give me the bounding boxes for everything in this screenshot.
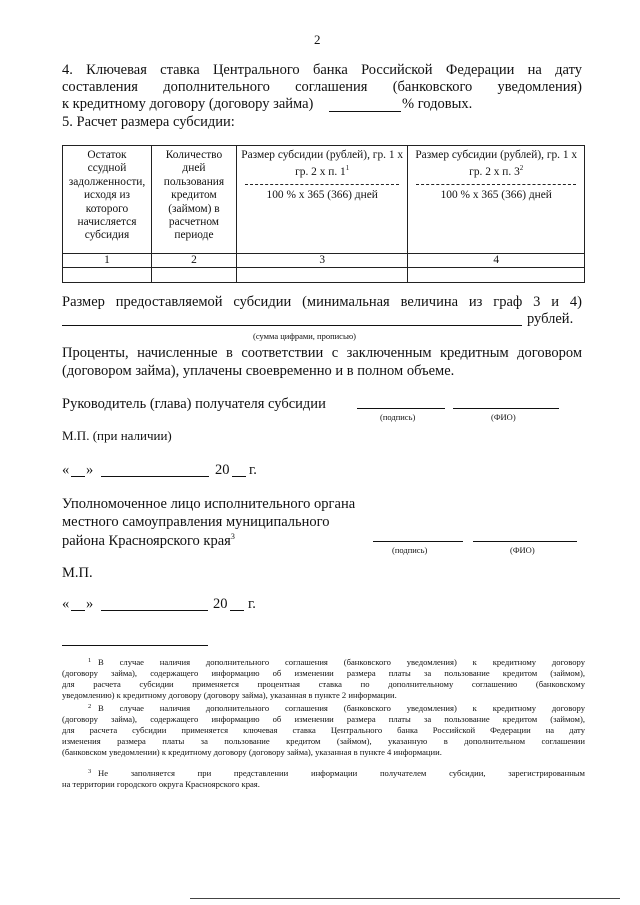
head-signature-line[interactable] — [357, 408, 445, 409]
footnote2-line: изменения размера платы за пользование кредитом (займом), указанную в дополнительном соглашении — [62, 736, 585, 746]
authorized-line3 — [62, 532, 235, 550]
footnote2-line: для расчета субсидии применяется ключевая ставка Центрального банка Российской Федерации на дату — [62, 725, 585, 735]
interest-line2: (договором займа), уплачены своевременно и в полном объеме. — [62, 363, 455, 379]
authorized-footnote-mark: 3 — [230, 532, 235, 541]
footnote2-line: (банковском уведомлении) к кредитному договору (договору займа), указанная в пункте 4 информации. — [62, 747, 442, 757]
col4-divider — [416, 184, 576, 185]
authorized-sig-caption: (подпись) — [392, 545, 428, 555]
date1-year: 20 — [215, 462, 230, 478]
date2-month-blank[interactable] — [101, 610, 208, 611]
footnote1-line: для расчета субсидии применяется процентная ставка по дополнительному соглашению (банковскому — [62, 679, 585, 689]
footnote1-line: уведомлению) к кредитному договору (договору займа), указанная в пункте 2 информации. — [62, 690, 397, 700]
footnote1-line: (договору займа), содержащего информацию об изменении размера платы за пользование кредитом (займом), — [62, 668, 585, 678]
table-cell[interactable] — [236, 268, 408, 283]
table-cell[interactable] — [151, 268, 236, 283]
subsidy-table — [62, 145, 585, 283]
col4-header — [408, 146, 585, 254]
col2-header: Количество дней пользования кредитом (займом) в расчетном периоде — [151, 146, 236, 254]
mp-stamp-1: М.П. (при наличии) — [62, 428, 172, 443]
interest-line1: Проценты, начисленные в соответствии с заключенным кредитным договором — [62, 345, 582, 361]
footnote1-mark — [88, 655, 91, 669]
subsidy-amount-blank[interactable] — [62, 325, 522, 326]
head-fio-caption: (ФИО) — [491, 412, 516, 422]
footnote1-line: В случае наличия дополнительного соглашения (банковского уведомления) к кредитному договору — [98, 657, 585, 667]
date2-suffix: г. — [248, 596, 256, 612]
footnote2-line: (договору займа), содержащего информацию об изменении размера платы за пользование кредитом (займом), — [62, 714, 585, 724]
col-number: 1 — [63, 254, 152, 268]
footnote-separator — [62, 645, 208, 646]
col-number: 4 — [408, 254, 585, 268]
date2-close: » — [86, 596, 94, 612]
col4-header-text: Размер субсидии (рублей), гр. 1 х гр. 2 х п. 3 — [415, 149, 578, 179]
date2-year: 20 — [213, 596, 228, 612]
item4-line3-post: % годовых. — [402, 96, 473, 112]
item4-line1: 4. Ключевая ставка Центрального банка Российской Федерации на дату — [62, 62, 582, 78]
authorized-fio-line[interactable] — [473, 541, 577, 542]
subsidy-unit: рублей. — [527, 311, 574, 327]
date1-open: « — [62, 462, 70, 478]
footnote3-line: Не заполняется при представлении информации получателем субсидии, зарегистрированным — [98, 768, 585, 778]
key-rate-blank[interactable] — [329, 111, 401, 112]
subsidy-caption: (сумма цифрами, прописью) — [253, 331, 357, 341]
table-number-row — [63, 254, 585, 268]
footnote2-mark — [88, 701, 91, 715]
footnote3-line: на территории городского округа Красноярского края. — [62, 779, 260, 789]
mp-stamp-2: М.П. — [62, 565, 93, 581]
page-edge-line — [190, 898, 620, 899]
date2-year-blank[interactable] — [230, 610, 244, 611]
authorized-line1: Уполномоченное лицо исполнительного органа — [62, 496, 356, 512]
authorized-fio-caption: (ФИО) — [510, 545, 535, 555]
head-label: Руководитель (глава) получателя субсидии — [62, 396, 326, 412]
col3-formula: 100 % х 365 (366) дней — [266, 188, 378, 201]
authorized-line3-text: района Красноярского края — [62, 532, 231, 549]
item4-line3-pre: к кредитному договору (договору займа) — [62, 96, 314, 112]
head-fio-line[interactable] — [453, 408, 559, 409]
col3-divider — [245, 184, 400, 185]
col4-formula: 100 % х 365 (366) дней — [440, 188, 552, 201]
authorized-signature-line[interactable] — [373, 541, 463, 542]
date2-open: « — [62, 596, 70, 612]
date1-day-blank[interactable] — [71, 476, 85, 477]
footnote2-mark-sup: 2 — [88, 703, 92, 710]
date1-close: » — [86, 462, 94, 478]
col-number: 3 — [236, 254, 408, 268]
table-cell[interactable] — [63, 268, 152, 283]
col3-header-text: Размер субсидии (рублей), гр. 1 х гр. 2 х п. 1 — [241, 149, 404, 179]
table-cell[interactable] — [408, 268, 585, 283]
date1-suffix: г. — [249, 462, 257, 478]
footnote1-mark-sup: 1 — [88, 657, 92, 664]
col-number: 2 — [151, 254, 236, 268]
col4-footnote-mark: 2 — [519, 164, 524, 173]
col1-header: Остаток ссудной задолженности, исходя из которого начисляется субсидия — [63, 146, 152, 254]
col3-footnote-mark: 1 — [345, 164, 350, 173]
date2-day-blank[interactable] — [71, 610, 85, 611]
table-header-row — [63, 146, 585, 254]
footnote3-mark — [88, 766, 91, 780]
footnote2-line: В случае наличия дополнительного соглашения (банковского уведомления) к кредитному договору — [98, 703, 585, 713]
page-number: 2 — [314, 32, 321, 47]
subsidy-line1: Размер предоставляемой субсидии (минимальная величина из граф 3 и 4) — [62, 294, 582, 310]
item4-line2: составления дополнительного соглашения (банковского уведомления) — [62, 79, 582, 95]
date1-year-blank[interactable] — [232, 476, 246, 477]
head-sig-caption: (подпись) — [380, 412, 416, 422]
item5-title: 5. Расчет размера субсидии: — [62, 114, 235, 130]
date1-month-blank[interactable] — [101, 476, 209, 477]
footnote3-mark-sup: 3 — [88, 768, 92, 775]
col3-header — [236, 146, 408, 254]
authorized-line2: местного самоуправления муниципального — [62, 514, 330, 530]
table-row[interactable] — [63, 268, 585, 283]
